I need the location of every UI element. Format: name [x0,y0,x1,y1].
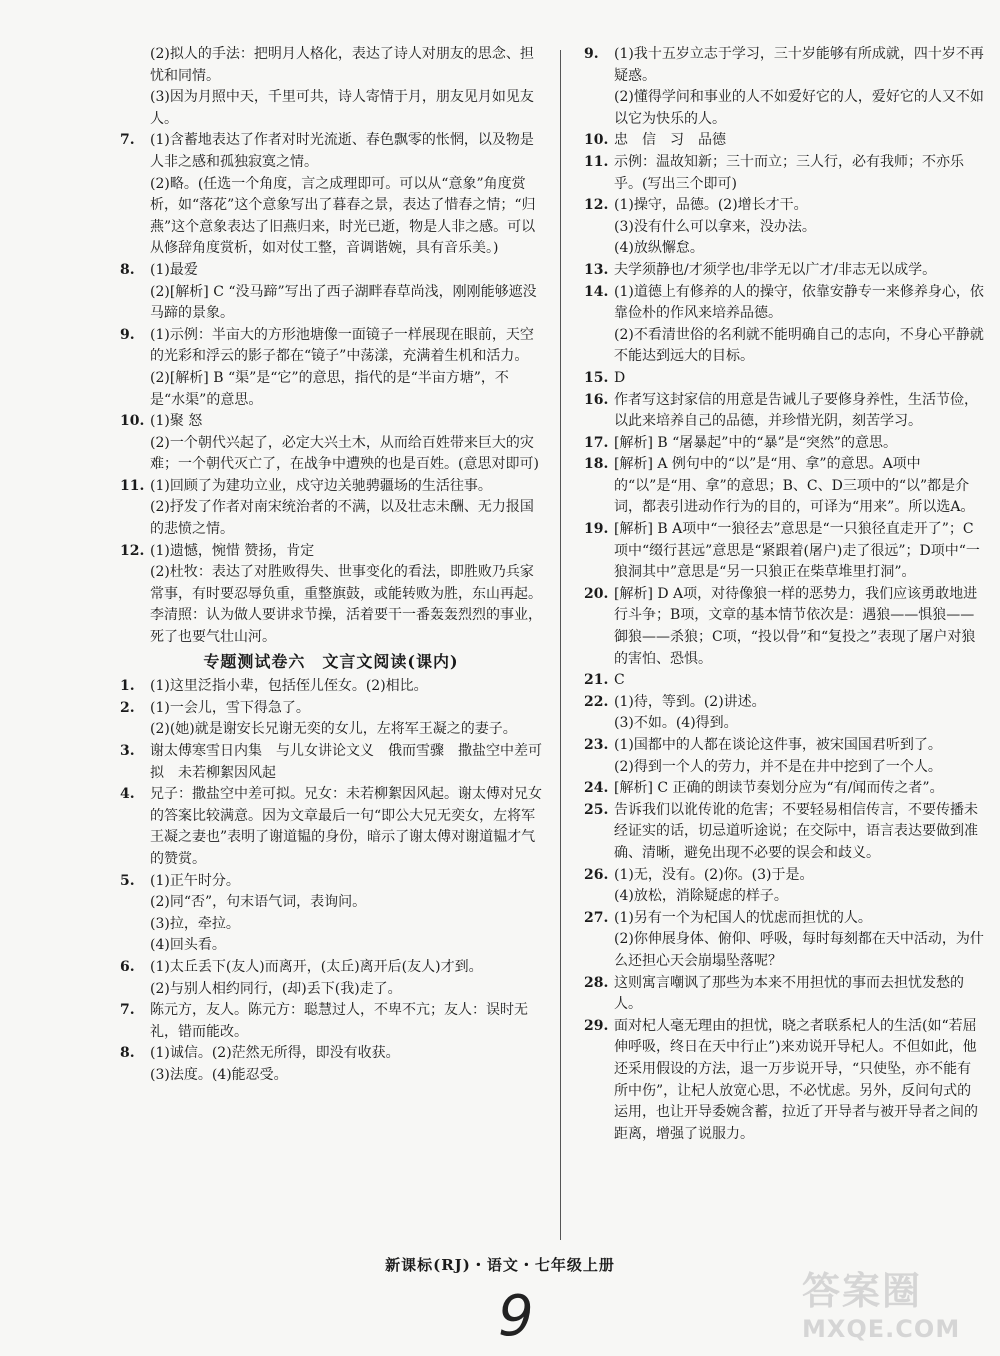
question-number: 12. [584,197,609,214]
answer-text: (1)含蓄地表达了作者对时光流逝、春色飘零的怅惘，以及物是人非之感和孤独寂寞之情。 [150,132,534,170]
answer-text: (2)(她)就是谢安长兄谢无奕的女儿，左将军王凝之的妻子。 [150,721,517,738]
answer-text: C [614,672,625,689]
answer-text: (3)拉，牵拉。 [150,915,240,932]
answer-item [584,130,984,152]
answer-text: (1)太丘丢下(友人)而离开，(太丘)离开后(友人)才到。 [150,958,483,975]
book-footer: 新课标(RJ)・语文・七年级上册 [385,1256,615,1274]
question-number: 2. [120,699,135,716]
question-number: 14. [584,283,609,300]
question-number: 27. [584,909,609,926]
answer-item [120,44,542,87]
answer-text: (1)一会儿，雪下得急了。 [150,699,310,716]
column-divider [560,50,561,1240]
answer-item [584,195,984,260]
answer-text: [解析] D A项，对待像狼一样的恶势力，我们应该勇敢地进行斗争；B项，文章的基本情节依次是：遇狼——惧狼——御狼——杀狼；C项，“投以骨”和“复投之”表现了屠户对狼的害怕、恐惧。 [614,585,978,667]
answer-text: (2)懂得学问和事业的人不如爱好它的人，爱好它的人又不如以它为快乐的人。 [614,89,984,127]
answer-text: (3)因为月照中天，千里可共，诗人寄情于月，朋友见月如见友人。 [150,89,534,127]
question-number: 17. [584,434,609,451]
answer-text: (2)你伸展身体、俯仰、呼吸，每时每刻都在天中活动，为什么还担心天会崩塌坠落呢？ [614,931,984,969]
answer-text: (2)不看清世俗的名利就不能明确自己的志向，不身心平静就不能达到远大的目标。 [614,326,984,365]
answer-text: [解析] A 例句中的“以”是“用、拿”的意思。A项中的“以”是“用、拿”的意思；B、C、D三项中的“以”都是介词，都表引进动作行为的目的，可译为“用来”。所以选A。 [614,456,975,516]
answer-text: (1)无，没有。(2)你。(3)于是。 [614,866,814,883]
answer-text: (2)拟人的手法：把明月人格化，表达了诗人对朋友的思念、担忧和同情。 [150,46,534,84]
answer-text: (2)同“否”，句末语气词，表询问。 [150,894,367,911]
answer-item [120,411,542,476]
answer-item [584,454,984,519]
answer-text: (1)示例：半亩大的方形池塘像一面镜子一样展现在眼前，天空的光彩和浮云的影子都在“镜子”中荡漾，充满着生机和活力。 [150,326,534,365]
question-number: 13. [584,261,609,278]
question-number: 21. [584,672,609,689]
answer-text: (1)国都中的人都在谈论这件事，被宋国国君听到了。 [614,737,942,753]
answer-text: (1)回顾了为建功立业，戍守边关驰骋疆场的生活往事。 [150,477,492,494]
answer-text: (4)放纵懈怠。 [614,240,704,257]
answer-text: 兄子：撒盐空中差可拟。兄女：未若柳絮因风起。谢太傅对兄女的答案比较满意。因为文章最后一句“即公大兄无奕女，左将军王凝之妻也”表明了谢道韫的身份，暗示了谢太傅对谢道韫才气的赞赏。 [150,786,542,867]
question-number: 6. [120,958,135,975]
question-number: 10. [120,413,145,430]
answer-text: 陈元方，友人。陈元方：聪慧过人，不卑不亢；友人：误时无礼，错而能改。 [150,1002,528,1040]
answer-text: (4)回头看。 [150,937,226,954]
answer-item [584,368,984,390]
answer-item [584,973,984,1016]
answer-item [584,692,984,735]
answer-item [584,152,984,195]
right-column [584,44,984,1145]
question-number: 1. [120,678,135,695]
site-watermark [802,1260,992,1346]
question-number: 3. [120,743,135,759]
answer-text: (1)待，等到。(2)讲述。 [614,693,766,710]
handwritten-page-number: 9 [498,1284,534,1349]
question-number: 29. [584,1017,609,1034]
answer-text: D [614,369,626,386]
question-number: 20. [584,585,609,602]
question-number: 15. [584,369,609,386]
answer-item [120,871,542,957]
answer-item [120,698,542,741]
answer-item [584,778,984,800]
answer-text: [解析] B “屠暴起”中的“暴”是“突然”的意思。 [614,434,898,451]
answer-item [584,670,984,692]
answer-text: (1)聚 怒 [150,413,203,430]
answer-item [584,260,984,282]
answer-item [120,784,542,870]
answer-item [120,541,542,649]
answer-text: 忠 信 习 品德 [614,132,726,149]
answer-item [584,433,984,455]
answer-item [584,800,984,865]
answer-item [120,130,542,260]
answer-item [584,390,984,433]
answer-text: (1)这里泛指小辈，包括侄儿侄女。(2)相比。 [150,678,428,695]
question-number: 19. [584,521,609,538]
answer-item [120,741,542,784]
question-number: 25. [584,801,609,818]
answer-item [584,519,984,584]
watermark-logo: 答案圈 [802,1269,923,1313]
question-number: 11. [120,477,145,494]
answer-text: 面对杞人毫无理由的担忧，晓之者联系杞人的生活(如“若屈伸呼吸，终日在天中行止”)来劝说开导杞人。不但如此，他还采用假设的方法，退一万步说开导，“只使坠，亦不能有所中伤”，让杞人放宽心思，不必忧虑。另外，反问句式的运用，也让开导委婉含蓄，拉近了开导者与被开导者之间的距离，增强了说服力。 [614,1017,978,1142]
question-number: 24. [584,780,609,797]
answer-item [584,584,984,670]
answer-text: (1)遗憾，惋惜 赞扬，肯定 [150,542,315,559]
answer-item [120,87,542,130]
question-number: 7. [120,132,135,149]
answer-text: (1)诚信。(2)茫然无所得，即没有收获。 [150,1045,400,1062]
answer-item [584,735,984,778]
answer-item [584,865,984,908]
answer-text: (2)杜牧：表达了对胜败得失、世事变化的看法，即胜败乃兵家常事，有时要忍辱负重，重整旗鼓，或能转败为胜，东山再起。 [150,564,542,602]
answer-text: 李清照：认为做人要讲求节操，活着要干一番轰轰烈烈的事业，死了也要气壮山河。 [150,607,542,646]
answer-text: (2)略。(任选一个角度，言之成理即可。可以从“意象”角度赏析，如“落花”这个意象写出了暮春之景，表达了惜春之情；“归燕”这个意象表达了旧燕归来，时光已逝，物是人非之感。可以从修辞角度赏析，如对仗工整，音调谐婉，具有音乐美。) [150,175,536,257]
question-number: 7. [120,1002,135,1019]
answer-text: (1)我十五岁立志于学习，三十岁能够有所成就，四十岁不再疑惑。 [614,46,984,84]
answer-item [120,676,542,698]
watermark-url: MXQE.COM [802,1315,961,1343]
answer-text: [解析] B A项中“一狼径去”意思是“一只狼径直走开了”；C项中“缀行甚远”意思是“紧跟着(屠户)走了很远”；D项中“一狼洞其中”意思是“另一只狼正在柴草堆里打洞”。 [614,521,980,581]
answer-item [120,260,542,325]
answer-text: 示例：温故知新；三十而立；三人行，必有我师；不亦乐乎。(写出三个即可) [614,153,964,192]
question-number: 18. [584,456,609,473]
answer-text: (1)操守，品德。(2)增长才干。 [614,197,808,214]
question-number: 28. [584,974,609,991]
answer-text: (2)[解析] B “渠”是“它”的意思，指代的是“半亩方塘”，不是“水渠”的意思。 [150,369,509,408]
answer-item [120,957,542,1000]
answer-item [120,325,542,411]
answer-text: 这则寓言嘲讽了那些为本来不用担忧的事而去担忧发愁的人。 [614,974,964,1013]
answer-item [584,1016,984,1146]
question-number: 8. [120,1045,135,1062]
answer-item [120,476,542,541]
question-number: 9. [584,46,599,62]
answer-text: 作者写这封家信的用意是告诫儿子要修身养性，生活节俭，以此来培养自己的品德，并珍惜光阴，刻苦学习。 [614,391,978,430]
answer-item [584,282,984,368]
answer-text: (1)另有一个为杞国人的忧虑而担忧的人。 [614,909,872,926]
question-number: 5. [120,872,135,889]
question-number: 11. [584,153,609,170]
question-number: 26. [584,866,609,883]
question-number: 12. [120,542,145,559]
answer-text: (2)[解析] C “没马蹄”写出了西子湖畔春草尚浅，刚刚能够遮没马蹄的景象。 [150,283,537,322]
answer-text: (3)法度。(4)能忍受。 [150,1066,288,1083]
question-number: 8. [120,261,135,278]
answer-text: 告诉我们以讹传讹的危害；不要轻易相信传言，不要传播未经证实的话，切忌道听途说；在交际中，语言表达要做到准确、清晰，避免出现不必要的误会和歧义。 [614,801,978,861]
answer-text: (2)一个朝代兴起了，必定大兴土木，从而给百姓带来巨大的灾难；一个朝代灭亡了，在战争中遭殃的也是百姓。(意思对即可) [150,434,539,473]
question-number: 4. [120,786,135,803]
question-number: 23. [584,737,609,753]
question-number: 16. [584,391,609,408]
answer-text: (1)道德上有修养的人的操守，依靠安静专一来修养身心，依靠俭朴的作风来培养品德。 [614,283,984,322]
answer-item [120,1000,542,1043]
answer-text: [解析] C 正确的朗读节奏划分应为“有/闻而传之者”。 [614,780,944,797]
answer-item [584,908,984,973]
question-number: 9. [120,326,135,343]
answer-item [584,44,984,130]
answer-text: (3)没有什么可以拿来，没办法。 [614,218,816,235]
question-number: 22. [584,693,609,710]
answer-text: (2)得到一个人的劳力，并不是在井中挖到了一个人。 [614,758,942,775]
answer-text: 夫学须静也/才须学也/非学无以广才/非志无以成学。 [614,261,937,278]
answer-text: (3)不如。(4)得到。 [614,715,738,732]
answer-text: (2)抒发了作者对南宋统治者的不满，以及壮志未酬、无力报国的悲愤之情。 [150,499,534,538]
section-title: 专题测试卷六 文言文阅读(课内) [203,651,459,671]
answer-item [120,1043,542,1086]
left-column [120,44,542,1087]
answer-text: (4)放松，消除疑虑的样子。 [614,888,788,905]
answer-text: 谢太傅寒雪日内集 与儿女讲论文义 俄而雪骤 撒盐空中差可拟 未若柳絮因风起 [150,743,542,781]
answer-text: (1)最爱 [150,261,198,278]
answer-text: (2)与别人相约同行，(却)丢下(我)走了。 [150,980,402,997]
question-number: 10. [584,132,609,149]
answer-text: (1)正午时分。 [150,872,240,889]
